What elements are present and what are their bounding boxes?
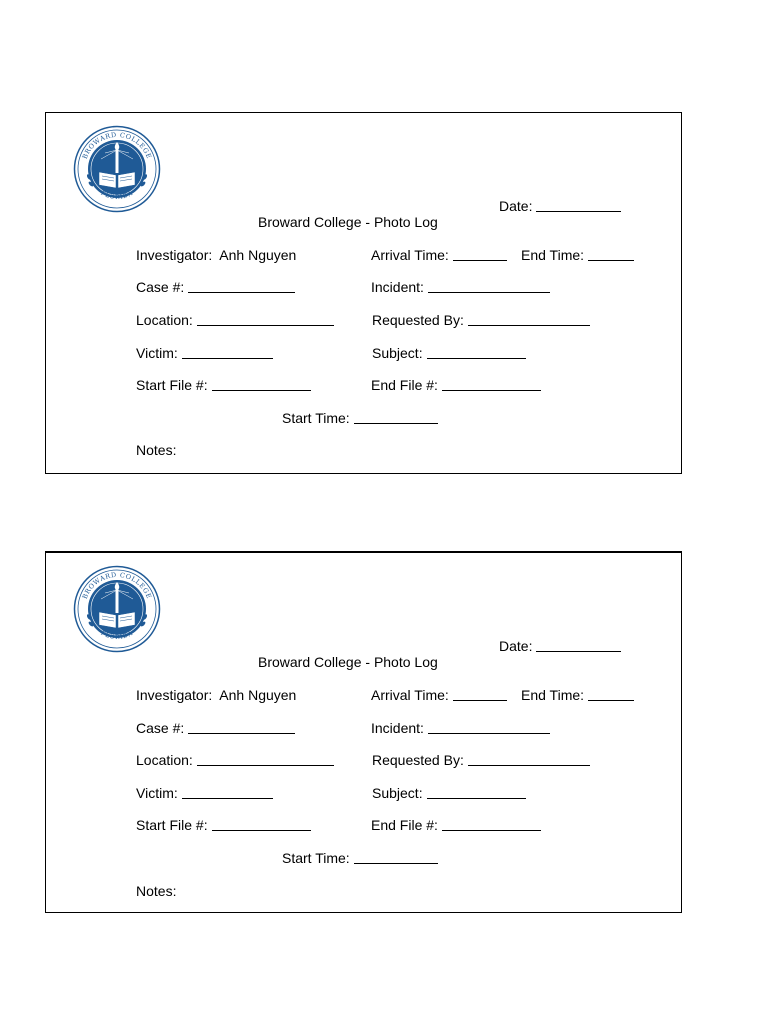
incident-field	[371, 279, 550, 295]
victim-blank[interactable]	[182, 797, 273, 799]
start-time-field	[282, 410, 438, 426]
subject-field	[372, 785, 526, 801]
date-field	[499, 638, 621, 654]
incident-blank[interactable]	[428, 291, 550, 293]
svg-text:BROWARD COLLEGE: BROWARD COLLEGE	[80, 130, 154, 161]
end-time-field	[521, 247, 634, 263]
case-label: Case #:	[136, 720, 185, 736]
end-file-label: End File #:	[371, 377, 438, 393]
broward-college-seal-logo	[73, 125, 161, 213]
investigator-label: Investigator:	[136, 247, 213, 263]
end-time-blank[interactable]	[588, 699, 634, 701]
start-file-field	[136, 377, 311, 393]
notes-label: Notes:	[136, 442, 177, 458]
svg-text:FLORIDA: FLORIDA	[99, 629, 135, 642]
start-time-field	[282, 850, 438, 866]
location-field	[136, 312, 334, 328]
arrival-time-field	[371, 687, 507, 703]
start-time-label: Start Time:	[282, 410, 350, 426]
victim-label: Victim:	[136, 345, 178, 361]
requested-by-field	[372, 752, 590, 768]
investigator-label: Investigator:	[136, 687, 213, 703]
arrival-time-blank[interactable]	[453, 699, 507, 701]
date-label: Date:	[499, 198, 533, 214]
photo-log-card-2	[45, 551, 682, 913]
case-blank[interactable]	[188, 732, 295, 734]
start-file-label: Start File #:	[136, 377, 208, 393]
incident-blank[interactable]	[428, 732, 550, 734]
case-label: Case #:	[136, 279, 185, 295]
investigator-field	[136, 247, 296, 263]
incident-label: Incident:	[371, 720, 424, 736]
date-label: Date:	[499, 638, 533, 654]
incident-field	[371, 720, 550, 736]
end-file-blank[interactable]	[442, 829, 541, 831]
end-time-label: End Time:	[521, 247, 585, 263]
requested-by-label: Requested By:	[372, 312, 464, 328]
case-blank[interactable]	[188, 291, 295, 293]
requested-by-field	[372, 312, 590, 328]
investigator-field	[136, 687, 296, 703]
requested-by-label: Requested By:	[372, 752, 464, 768]
end-time-field	[521, 687, 634, 703]
start-file-blank[interactable]	[212, 389, 311, 391]
start-file-blank[interactable]	[212, 829, 311, 831]
end-file-field	[371, 817, 541, 833]
start-time-blank[interactable]	[354, 862, 438, 864]
start-time-blank[interactable]	[354, 422, 438, 424]
date-blank[interactable]	[536, 210, 621, 212]
notes-label: Notes:	[136, 883, 177, 899]
case-field	[136, 720, 295, 736]
end-file-label: End File #:	[371, 817, 438, 833]
victim-field	[136, 345, 273, 361]
svg-text:BROWARD COLLEGE: BROWARD COLLEGE	[80, 570, 154, 601]
victim-label: Victim:	[136, 785, 178, 801]
requested-by-blank[interactable]	[468, 764, 590, 766]
end-file-blank[interactable]	[442, 389, 541, 391]
date-blank[interactable]	[536, 650, 621, 652]
svg-text:FLORIDA: FLORIDA	[99, 189, 135, 202]
form-title: Broward College - Photo Log	[258, 214, 438, 230]
subject-blank[interactable]	[427, 797, 526, 799]
end-file-field	[371, 377, 541, 393]
victim-blank[interactable]	[182, 357, 273, 359]
location-blank[interactable]	[197, 764, 334, 766]
end-time-blank[interactable]	[588, 259, 634, 261]
end-time-label: End Time:	[521, 687, 585, 703]
victim-field	[136, 785, 273, 801]
broward-college-seal-logo	[73, 565, 161, 653]
case-field	[136, 279, 295, 295]
arrival-time-blank[interactable]	[453, 259, 507, 261]
location-blank[interactable]	[197, 324, 334, 326]
location-label: Location:	[136, 312, 193, 328]
incident-label: Incident:	[371, 279, 424, 295]
subject-label: Subject:	[372, 345, 423, 361]
subject-field	[372, 345, 526, 361]
start-time-label: Start Time:	[282, 850, 350, 866]
start-file-field	[136, 817, 311, 833]
subject-label: Subject:	[372, 785, 423, 801]
investigator-value: Anh Nguyen	[219, 687, 297, 703]
date-field	[499, 198, 621, 214]
start-file-label: Start File #:	[136, 817, 208, 833]
investigator-value: Anh Nguyen	[219, 247, 297, 263]
form-title: Broward College - Photo Log	[258, 654, 438, 670]
arrival-time-label: Arrival Time:	[371, 247, 449, 263]
subject-blank[interactable]	[427, 357, 526, 359]
location-label: Location:	[136, 752, 193, 768]
arrival-time-label: Arrival Time:	[371, 687, 449, 703]
location-field	[136, 752, 334, 768]
arrival-time-field	[371, 247, 507, 263]
photo-log-card-1	[45, 112, 682, 474]
requested-by-blank[interactable]	[468, 324, 590, 326]
